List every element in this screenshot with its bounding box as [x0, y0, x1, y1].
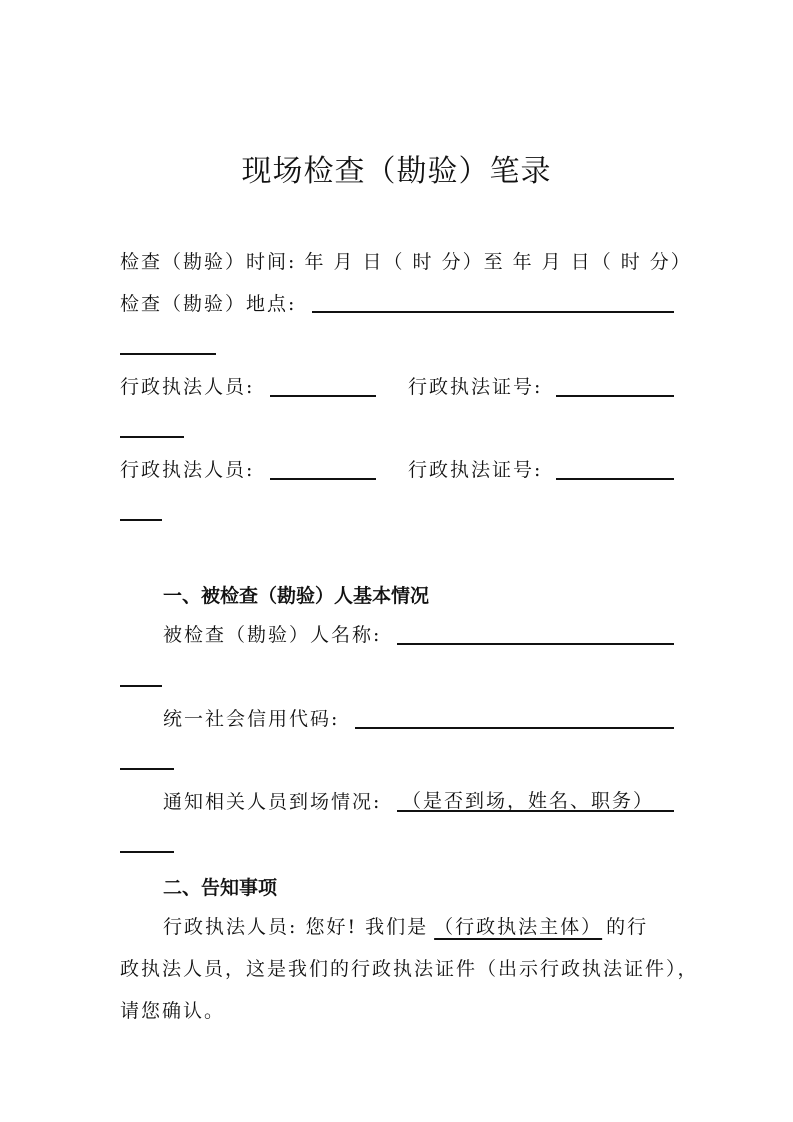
credit-code-field[interactable]	[355, 727, 674, 729]
officer-1-cert-field-continuation[interactable]	[120, 436, 184, 438]
notice-part-1: 行政执法人员: 您好! 我们是	[163, 916, 429, 938]
inspection-place-field-continuation[interactable]	[120, 353, 216, 355]
notice-paragraph-line-3: 请您确认。	[120, 1000, 226, 1022]
inspection-place-field[interactable]	[312, 311, 674, 313]
notify-status-hint: （是否到场，姓名、职务）	[402, 790, 655, 812]
officer-1-cert-field[interactable]	[556, 395, 674, 397]
officer-2-cert-label: 行政执法证号:	[408, 459, 543, 481]
credit-code-field-continuation[interactable]	[120, 768, 174, 770]
officer-2-cert-field-continuation[interactable]	[120, 519, 162, 521]
notice-part-2: 的行	[606, 916, 649, 938]
inspection-time-line: 检查（勘验）时间: 年 月 日（ 时 分）至 年 月 日（ 时 分）	[120, 251, 692, 273]
officer-1-label: 行政执法人员:	[120, 376, 255, 398]
inspected-party-name-label: 被检查（勘验）人名称:	[163, 624, 382, 646]
notice-paragraph-line-2: 政执法人员，这是我们的行政执法证件（出示行政执法证件），	[120, 958, 699, 980]
enforcement-body-blank[interactable]: （行政执法主体）	[434, 916, 603, 938]
officer-2-cert-field[interactable]	[556, 478, 674, 480]
notify-status-field-continuation[interactable]	[120, 851, 174, 853]
officer-2-name-field[interactable]	[270, 478, 376, 480]
document-title: 现场检查（勘验）笔录	[241, 154, 552, 189]
notify-status-label: 通知相关人员到场情况:	[163, 791, 382, 813]
inspected-party-name-field[interactable]	[397, 643, 674, 645]
officer-2-label: 行政执法人员:	[120, 459, 255, 481]
inspection-place-label: 检查（勘验）地点:	[120, 293, 297, 315]
officer-1-name-field[interactable]	[270, 395, 376, 397]
notice-paragraph-line-1	[163, 915, 648, 939]
officer-1-cert-label: 行政执法证号:	[408, 376, 543, 398]
inspected-party-name-field-continuation[interactable]	[120, 685, 162, 687]
section-2-heading: 二、告知事项	[163, 877, 278, 899]
credit-code-label: 统一社会信用代码:	[163, 708, 340, 730]
section-1-heading: 一、被检查（勘验）人基本情况	[163, 585, 430, 607]
